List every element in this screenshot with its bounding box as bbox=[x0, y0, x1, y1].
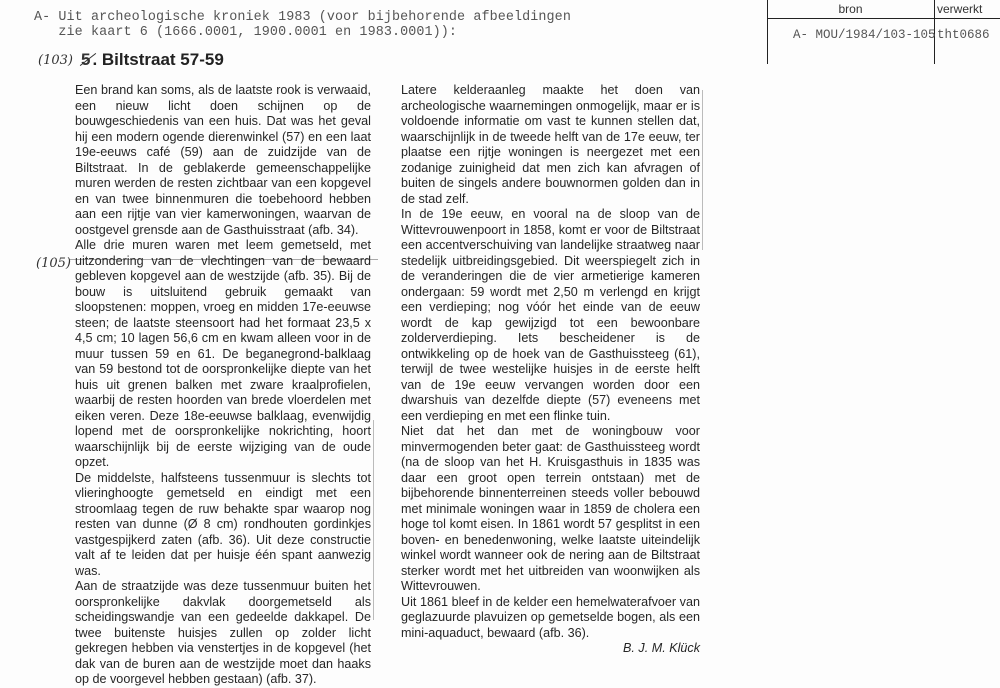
handwritten-number: (103) bbox=[38, 52, 73, 68]
index-header bbox=[34, 10, 571, 40]
source-table bbox=[767, 0, 1000, 64]
table-cell-verwerkt: tht0686 bbox=[937, 28, 990, 42]
page-edge-mark bbox=[373, 420, 374, 620]
table-cell-bron: A- MOU/1984/103-105 bbox=[793, 28, 936, 42]
table-header-verwerkt: verwerkt bbox=[937, 2, 983, 16]
paragraph: Aan de straatzijde was deze tussenmuur buiten het oorspronkelijke dakvlak doorgemetseld als scheidingswandje van een gedeelde dakkapel. De twee buitenste huisjes zullen op zolder licht gekregen hebben via venstertjes in de kopgevel (het dak van de buren aan de westzijde moet dan haaks op de voorgevel hebben gestaan) (afb. 37). bbox=[75, 579, 371, 686]
index-line-1: A- Uit archeologische kroniek 1983 (voor bijbehorende afbeeldingen bbox=[34, 10, 571, 25]
page-edge-mark bbox=[702, 90, 703, 250]
paragraph: Alle drie muren waren met leem gemetseld, met uitzondering van de vlechtingen van de bewaard gebleven kopgevel aan de westzijde (afb. 35). Bij de bouw is uitsluitend gebruik gemaakt van sloopstenen: moppen, vroeg en midden 17e-eeuwse steen; de laatste steensoort had het formaat 23,5 x 4,5 cm; 10 lagen 56,6 cm en kwam alleen voor in de muur tussen 59 en 61. De beganegrond-balklaag van 59 bestond tot de oorspronkelijke diepte van het huis uit grenen balken met zware kraalprofielen, waarbij de resten hoorden van brede vloerdelen met eiken veren. Deze 18e-eeuwse balklaag, evenwijdig lopend met de oorspronkelijke nokrichting, hoort waarschijnlijk bij de eerste wijziging van de oude opzet. bbox=[75, 238, 371, 469]
right-column bbox=[401, 83, 700, 657]
left-column bbox=[75, 83, 371, 688]
paragraph: In de 19e eeuw, en vooral na de sloop van de Wittevrouwenpoort in 1858, komt er voor de Biltstraat een accentverschuiving van landelijke straatweg naar stedelijk uitbreidingsgebied. Dit weerspiegelt zich in de veranderingen die de vier armetierige kameren ondergaan: 59 wordt met 2,50 m verlengd en krijgt een verdieping; nog vóór het einde van de eeuw wordt de kap gewijzigd tot een bewoonbare zolderverdieping. Iets bescheidener is de ontwikkeling op de hoek van de Gasthuissteeg (61), terwijl de twee westelijke huisjes in de eerste helft van de 19e eeuw vervangen worden door een dwarshuis van dezelfde diepte (57) eveneens met een verdieping en met een flinke tuin. bbox=[401, 207, 700, 423]
table-header-rule bbox=[767, 18, 1000, 19]
margin-note: (105) bbox=[36, 256, 71, 271]
article-heading bbox=[38, 49, 224, 71]
struck-number bbox=[81, 50, 90, 70]
article-title: . Biltstraat 57-59 bbox=[92, 50, 224, 69]
table-header-bron: bron bbox=[838, 2, 863, 16]
paragraph: Niet dat het dan met de woningbouw voor minvermogenden beter gaat: de Gasthuissteeg wordt (na de sloop van het H. Kruisgasthuis in 1835 was daar een groot open terrein ontstaan) met de bijbehorende binnenterreinen steeds voller bebouwd met minimale woningen waar in 1859 de cholera een hoge tol komt eisen. In 1861 wordt 57 gesplitst in een boven- en benedenwoning, welke laatste uiteindelijk winkel wordt wanneer ook de nering aan de Biltstraat sterker wordt met het uitbreiden van woonwijken als Wittevrouwen. bbox=[401, 424, 700, 593]
paragraph: Uit 1861 bleef in de kelder een hemelwaterafvoer van geglazuurde plavuizen op gemetselde bogen, als een mini-aquaduct, bewaard (afb. 36). bbox=[401, 594, 700, 640]
author-signature: B. J. M. Klück bbox=[623, 641, 700, 655]
index-line-2: zie kaart 6 (1666.0001, 1900.0001 en 1983.0001)): bbox=[34, 25, 458, 40]
paragraph: Latere kelderaanleg maakte het doen van archeologische waarnemingen onmogelijk, maar er is voldoende informatie om vast te kunnen stellen dat, waarschijnlijk in de tweede helft van de 17e eeuw, ter plaatse een rijtje woningen is neergezet met een zodanige zuinigheid dat men zich kan afvragen of buiten de singels andere bouwnormen golden dan in de stad zelf. bbox=[401, 83, 700, 206]
paragraph: De middelste, halfsteens tussenmuur is slechts tot vlieringhoogte gemetseld en eindigt met een stroomlaag tegen de ruw behakte spar waarop nog resten van dunne (Ø 8 cm) rondhouten gordinkjes vastgespijkerd zaten (afb. 36). Uit deze constructie valt af te leiden dat per huisje één spant aanwezig was. bbox=[75, 470, 371, 578]
struck-number-text: 5 bbox=[80, 50, 91, 69]
paragraph: Een brand kan soms, als de laatste rook is verwaaid, een nieuw licht doen schijnen op de bouwgeschiedenis van een huis. Dat was het geval hij een modern ogende dierenwinkel (57) en een laat 19e-eeuws café (59) aan de zuidzijde van de Biltstraat. In de geblakerde gemeenschappelijke muren werden de resten zichtbaar van een kopgevel en van twee binnenmuren die toebehoord hebben aan een rijtje van vier kamerwoningen, waarvan de oostgevel grensde aan de Gasthuisstraat (afb. 34). bbox=[75, 83, 371, 237]
